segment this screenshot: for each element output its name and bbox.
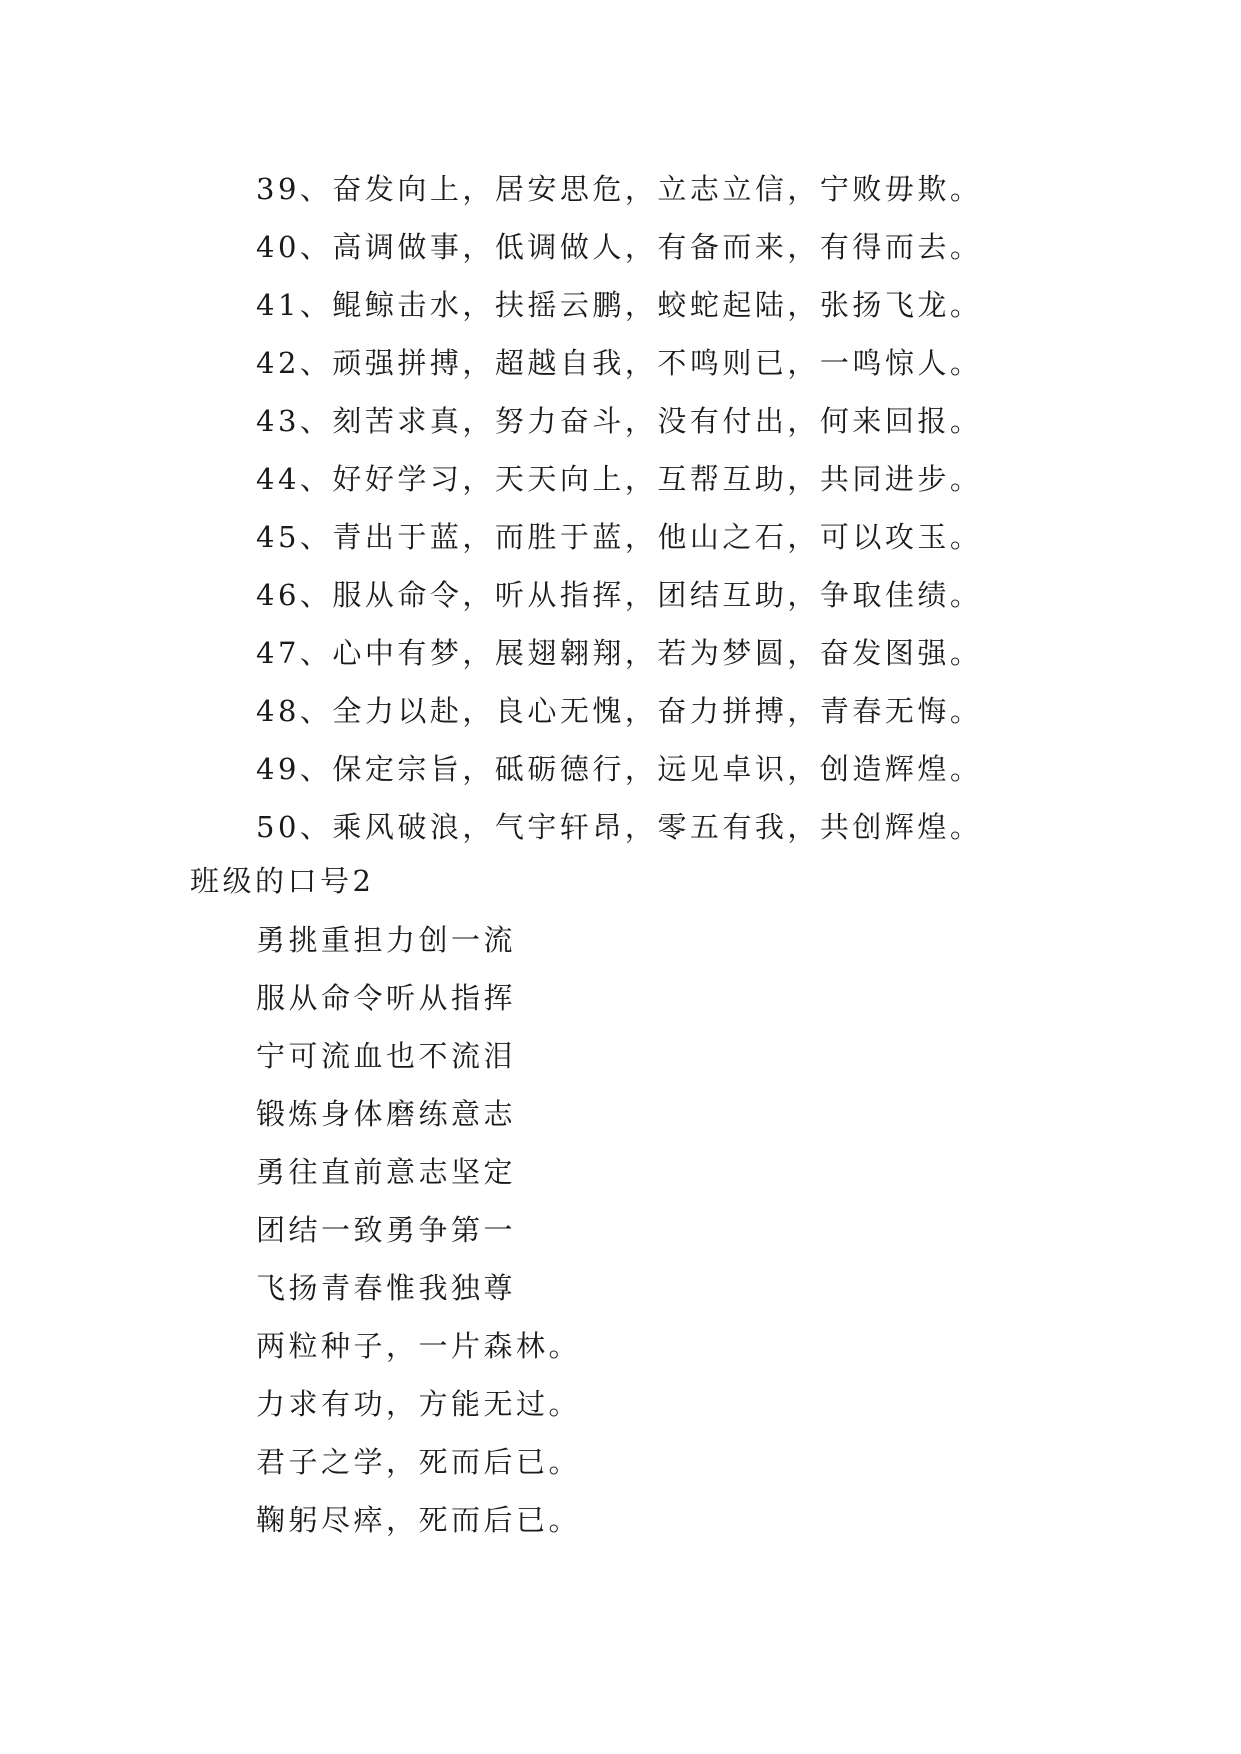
section-slogan-item: 锻炼身体磨练意志 [256,1097,517,1131]
section-slogan-item: 君子之学，死而后已。 [256,1445,582,1479]
section-slogan-item: 两粒种子，一片森林。 [256,1329,582,1363]
slogan-item-49: 49、保定宗旨，砥砺德行，远见卓识，创造辉煌。 [256,752,983,786]
slogan-item-44: 44、好好学习，天天向上，互帮互助，共同进步。 [256,462,983,496]
slogan-item-47: 47、心中有梦，展翅翱翔，若为梦圆，奋发图强。 [256,636,983,670]
section-heading: 班级的口号2 [190,864,375,898]
slogan-item-43: 43、刻苦求真，努力奋斗，没有付出，何来回报。 [256,404,983,438]
numbered-slogan-list [256,160,982,856]
slogan-item-46: 46、服从命令，听从指挥，团结互助，争取佳绩。 [256,578,983,612]
slogan-item-39: 39、奋发向上，居安思危，立志立信，宁败毋欺。 [256,172,983,206]
slogan-item-48: 48、全力以赴，良心无愧，奋力拼搏，青春无悔。 [256,694,983,728]
section-slogan-item: 勇往直前意志坚定 [256,1155,517,1189]
section-slogan-list [256,911,581,1549]
section-slogan-item: 服从命令听从指挥 [256,981,517,1015]
section-slogan-item: 勇挑重担力创一流 [256,923,517,957]
slogan-item-42: 42、顽强拼搏，超越自我，不鸣则已，一鸣惊人。 [256,346,983,380]
section-slogan-item: 宁可流血也不流泪 [256,1039,517,1073]
section-slogan-item: 鞠躬尽瘁，死而后已。 [256,1503,582,1537]
slogan-item-40: 40、高调做事，低调做人，有备而来，有得而去。 [256,230,983,264]
section-slogan-item: 飞扬青春惟我独尊 [256,1271,517,1305]
slogan-item-45: 45、青出于蓝，而胜于蓝，他山之石，可以攻玉。 [256,520,983,554]
slogan-item-50: 50、乘风破浪，气宇轩昂，零五有我，共创辉煌。 [256,810,983,844]
section-slogan-item: 团结一致勇争第一 [256,1213,517,1247]
section-slogan-item: 力求有功，方能无过。 [256,1387,582,1421]
slogan-item-41: 41、鲲鲸击水，扶摇云鹏，蛟蛇起陆，张扬飞龙。 [256,288,983,322]
